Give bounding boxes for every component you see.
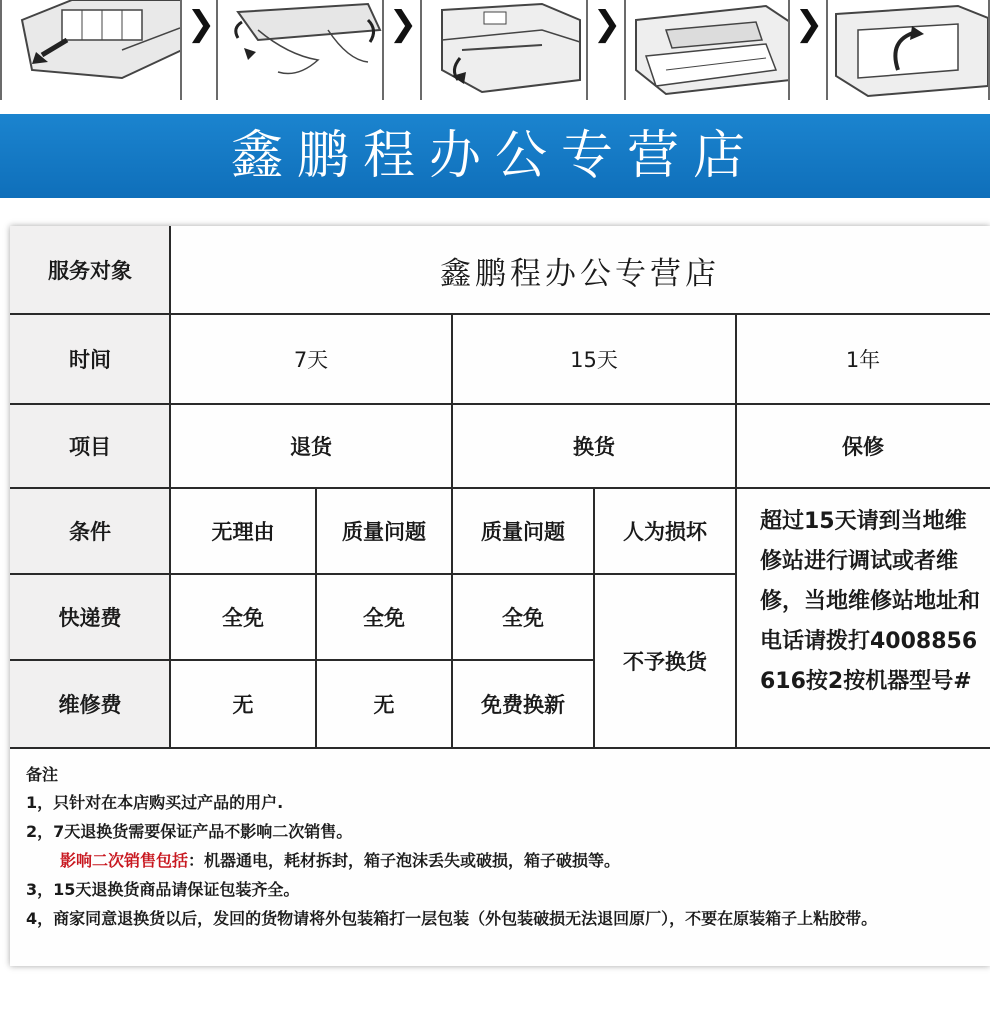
printer-close-illustration <box>828 0 990 100</box>
condition-quality-issue-exchange: 质量问题 <box>481 520 565 544</box>
step-arrow-2: ❯ <box>388 4 418 44</box>
note-highlight: 影响二次销售包括 <box>60 851 189 870</box>
item-return: 退货 <box>290 435 332 459</box>
step-panel-close-cover <box>826 0 990 100</box>
notes-title: 备注 <box>26 765 59 784</box>
repair-quality-return: 无 <box>373 693 395 717</box>
time-15-days: 15天 <box>570 348 618 372</box>
condition-quality-issue-return: 质量问题 <box>342 520 426 544</box>
step-arrow-1: ❯ <box>186 4 216 44</box>
return-policy-card <box>10 226 990 966</box>
step-panel-open-cover <box>420 0 588 100</box>
repair-no-reason: 无 <box>232 693 254 717</box>
row-header-repair <box>10 660 170 748</box>
policy-table <box>10 226 990 748</box>
banner-title: 鑫鹏程办公专营店 <box>230 126 759 186</box>
item-label: 项目 <box>69 435 111 459</box>
shipping-quality-return: 全免 <box>363 606 405 630</box>
step-panel-insert-cartridge <box>624 0 790 100</box>
grid-line <box>169 226 171 748</box>
grid-line <box>10 747 990 749</box>
note-line-2: 2，7天退换货需要保证产品不影响二次销售。 <box>26 822 353 841</box>
notes-section <box>10 750 990 933</box>
time-label: 时间 <box>69 348 111 372</box>
row-header-time <box>10 314 170 404</box>
grid-line <box>10 573 736 575</box>
row-header-condition <box>10 488 170 574</box>
service-label: 服务对象 <box>48 259 132 283</box>
grid-line <box>451 314 453 748</box>
shipping-quality-exchange: 全免 <box>502 606 544 630</box>
grid-line <box>10 403 990 405</box>
grid-line <box>593 488 595 748</box>
row-header-shipping <box>10 574 170 660</box>
note-line-2-detail <box>26 846 990 875</box>
installation-steps-strip <box>0 0 990 100</box>
note-line-4: 4，商家同意退换货以后，发回的货物请将外包装箱打一层包装（外包装破损无法退回原厂），不要在原装箱子上粘胶带。 <box>26 909 878 928</box>
row-header-item <box>10 404 170 488</box>
repair-label: 维修费 <box>58 693 122 717</box>
service-value: 鑫鹏程办公专营店 <box>440 255 720 292</box>
row-header-service <box>10 226 170 314</box>
time-7-days: 7天 <box>293 348 329 372</box>
item-exchange: 换货 <box>573 435 615 459</box>
step-arrow-3: ❯ <box>592 4 622 44</box>
store-banner <box>0 114 990 198</box>
item-warranty: 保修 <box>842 435 884 459</box>
condition-human-damage: 人为损坏 <box>623 520 707 544</box>
cartridge-insert-illustration <box>626 0 790 100</box>
grid-line <box>735 314 737 748</box>
step-panel-shake-cartridge <box>216 0 384 100</box>
note-highlight-detail: ：机器通电，耗材拆封，箱子泡沫丢失或破损，箱子破损等。 <box>188 851 621 870</box>
condition-label: 条件 <box>69 520 111 544</box>
note-line-3: 3，15天退换货商品请保证包装齐全。 <box>26 880 300 899</box>
step-arrow-4: ❯ <box>794 4 824 44</box>
cartridge-remove-illustration <box>2 0 182 100</box>
note-line-1: 1，只针对在本店购买过产品的用户. <box>26 793 284 812</box>
warranty-repair-note: 超过15天请到当地维修站进行调试或者维修，当地维修站地址和电话请拨打4008856616按2按机器型号# <box>760 509 981 694</box>
grid-line <box>315 488 317 748</box>
printer-open-illustration <box>422 0 588 100</box>
condition-no-reason: 无理由 <box>211 520 275 544</box>
grid-line <box>10 313 990 315</box>
repair-quality-exchange: 免费换新 <box>481 693 565 717</box>
shipping-label: 快递费 <box>58 606 122 630</box>
step-panel-remove-cartridge <box>0 0 182 100</box>
grid-line <box>10 659 594 661</box>
grid-line <box>10 487 990 489</box>
time-1-year: 1年 <box>845 348 881 372</box>
no-exchange-cell: 不予换货 <box>623 650 707 674</box>
shipping-no-reason: 全免 <box>222 606 264 630</box>
cartridge-shake-illustration <box>218 0 384 100</box>
